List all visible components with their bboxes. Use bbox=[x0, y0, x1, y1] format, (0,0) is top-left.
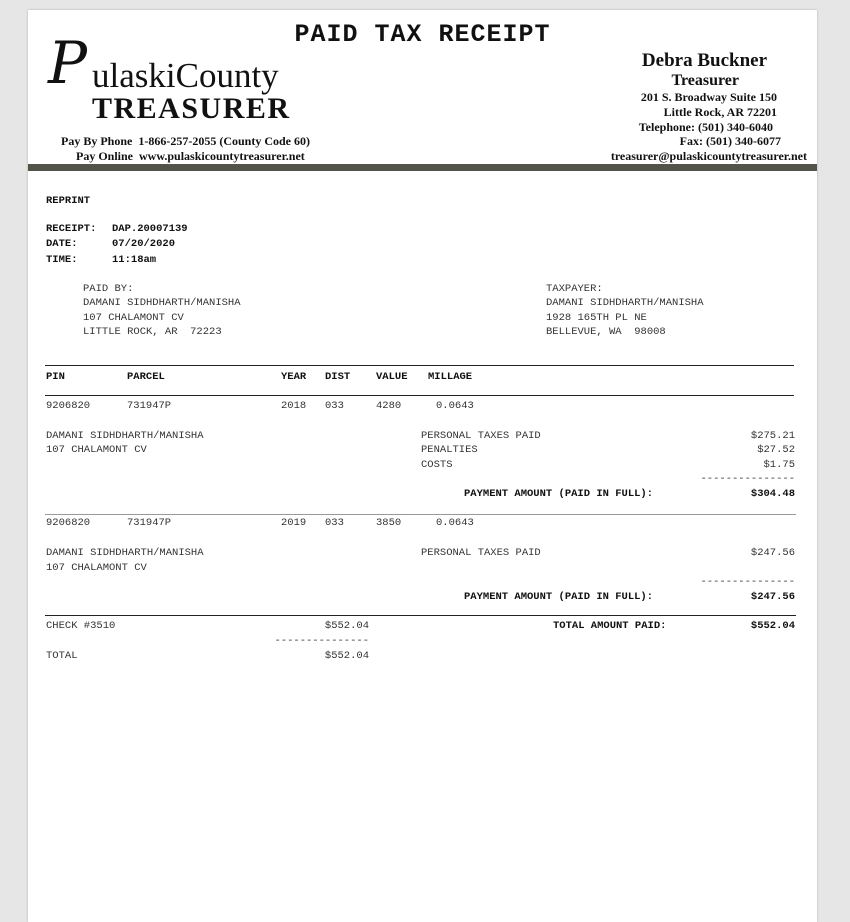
entry2-taxes-amount: $247.56 bbox=[750, 547, 795, 559]
entry2-pin: 9206820 bbox=[46, 517, 91, 529]
entry1-costs-label: COSTS bbox=[421, 459, 453, 471]
entry1-owner: DAMANI SIDHDHARTH/MANISHA bbox=[46, 430, 204, 442]
taxpayer-city: BELLEVUE, WA 98008 bbox=[546, 326, 666, 338]
entry2-payment-amount: $247.56 bbox=[750, 591, 795, 603]
entry1-dashes: --------------- bbox=[700, 473, 795, 485]
taxpayer-name: DAMANI SIDHDHARTH/MANISHA bbox=[546, 297, 704, 309]
entry1-value: 4280 bbox=[376, 400, 402, 412]
address-line-1: 201 S. Broadway Suite 150 bbox=[640, 90, 777, 104]
header-divider-bar bbox=[28, 164, 817, 171]
total-label: TOTAL bbox=[46, 650, 78, 662]
check-label: CHECK #3510 bbox=[46, 620, 116, 632]
entry1-millage: 0.0643 bbox=[436, 400, 474, 412]
entry1-taxes-label: PERSONAL TAXES PAID bbox=[421, 430, 541, 442]
logo-treasurer-text: TREASURER bbox=[92, 92, 291, 125]
receipt-date: 07/20/2020 bbox=[112, 238, 176, 250]
paid-by-street: 107 CHALAMONT CV bbox=[83, 312, 184, 324]
total-amount-paid-label: TOTAL AMOUNT PAID: bbox=[553, 620, 667, 632]
col-parcel: PARCEL bbox=[127, 371, 165, 383]
entry1-dist: 033 bbox=[325, 400, 344, 412]
pay-online: Pay Online www.pulaskicountytreasurer.net bbox=[76, 149, 305, 163]
receipt-number: DAP.20007139 bbox=[112, 223, 188, 235]
entry2-value: 3850 bbox=[376, 517, 402, 529]
entry2-dashes: --------------- bbox=[700, 576, 795, 588]
summary-dashes: --------------- bbox=[274, 635, 369, 647]
page-title: PAID TAX RECEIPT bbox=[294, 20, 551, 49]
entry2-owner: DAMANI SIDHDHARTH/MANISHA bbox=[46, 547, 204, 559]
table-header-rule bbox=[45, 395, 794, 396]
logo-county-text: ulaskiCounty bbox=[92, 56, 279, 95]
entry1-address: 107 CHALAMONT CV bbox=[46, 444, 147, 456]
entry1-pin: 9206820 bbox=[46, 400, 91, 412]
entry2-dist: 033 bbox=[325, 517, 344, 529]
check-amount: $552.04 bbox=[324, 620, 369, 632]
email: treasurer@pulaskicountytreasurer.net bbox=[610, 149, 807, 163]
entry2-year: 2019 bbox=[281, 517, 307, 529]
col-dist: DIST bbox=[325, 371, 351, 383]
entry1-payment-label: PAYMENT AMOUNT (PAID IN FULL): bbox=[464, 488, 654, 500]
entry2-parcel: 731947P bbox=[127, 517, 172, 529]
entry1-costs-amount: $1.75 bbox=[763, 459, 795, 471]
entry1-payment-amount: $304.48 bbox=[750, 488, 795, 500]
treasurer-name: Debra Buckner bbox=[641, 50, 767, 71]
receipt-time: 11:18am bbox=[112, 254, 157, 266]
paid-by-city: LITTLE ROCK, AR 72223 bbox=[83, 326, 222, 338]
entry2-taxes-label: PERSONAL TAXES PAID bbox=[421, 547, 541, 559]
col-millage: MILLAGE bbox=[428, 371, 473, 383]
entry2-millage: 0.0643 bbox=[436, 517, 474, 529]
entry1-penalties-amount: $27.52 bbox=[757, 444, 795, 456]
entry1-year: 2018 bbox=[281, 400, 307, 412]
taxpayer-street: 1928 165TH PL NE bbox=[546, 312, 647, 324]
entry1-taxes-amount: $275.21 bbox=[750, 430, 795, 442]
entry2-payment-label: PAYMENT AMOUNT (PAID IN FULL): bbox=[464, 591, 654, 603]
entry2-address: 107 CHALAMONT CV bbox=[46, 562, 147, 574]
fax: Fax: (501) 340-6077 bbox=[679, 134, 781, 148]
col-pin: PIN bbox=[46, 371, 65, 383]
treasurer-title: Treasurer bbox=[671, 72, 739, 89]
paid-by-name: DAMANI SIDHDHARTH/MANISHA bbox=[83, 297, 241, 309]
address-line-2: Little Rock, AR 72201 bbox=[663, 105, 777, 119]
col-year: YEAR bbox=[281, 371, 307, 383]
pay-by-phone: Pay By Phone 1-866-257-2055 (County Code 60) bbox=[61, 134, 310, 148]
receipt-label: RECEIPT: bbox=[46, 223, 97, 235]
receipt-page bbox=[28, 10, 817, 922]
date-label: DATE: bbox=[46, 238, 78, 250]
reprint-label: REPRINT bbox=[46, 195, 91, 207]
col-value: VALUE bbox=[376, 371, 408, 383]
table-top-rule bbox=[45, 365, 794, 366]
logo-script-letter: P bbox=[48, 29, 88, 97]
telephone: Telephone: (501) 340-6040 bbox=[638, 120, 773, 134]
total-amount: $552.04 bbox=[324, 650, 369, 662]
time-label: TIME: bbox=[46, 254, 78, 266]
entry-separator bbox=[45, 514, 796, 515]
taxpayer-label: TAXPAYER: bbox=[546, 283, 603, 295]
entry1-penalties-label: PENALTIES bbox=[421, 444, 478, 456]
entry1-parcel: 731947P bbox=[127, 400, 172, 412]
summary-rule bbox=[45, 615, 796, 616]
total-amount-paid: $552.04 bbox=[750, 620, 795, 632]
paid-by-label: PAID BY: bbox=[83, 283, 134, 295]
